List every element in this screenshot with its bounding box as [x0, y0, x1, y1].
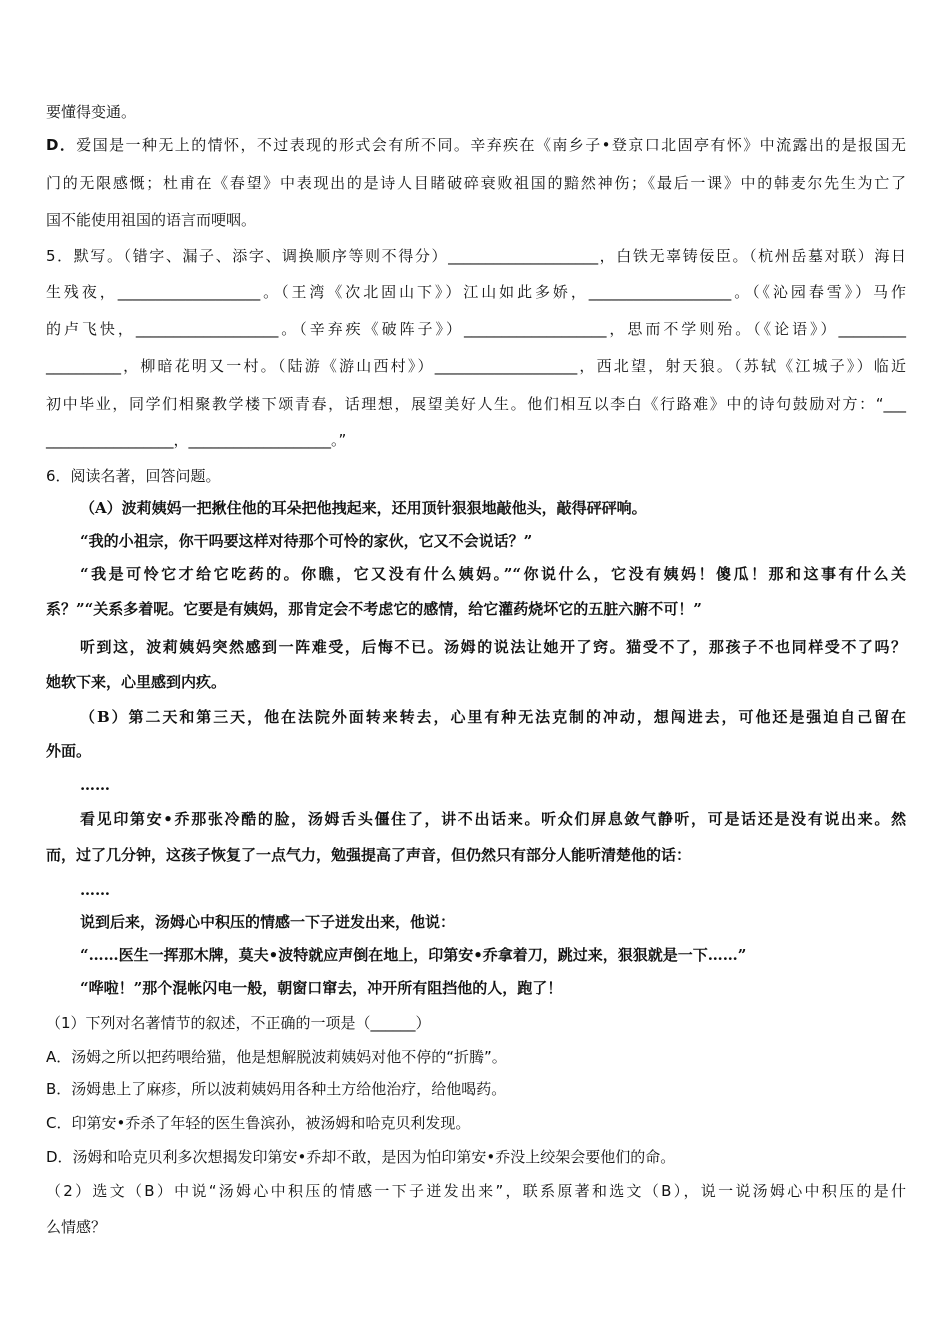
question-5-line-2: 生残夜，___________________。（王湾《次北固山下》）江山如此多娇，___________________。（《沁园春雪》）马作 — [46, 283, 906, 301]
passage-b-line-4: 而，过了几分钟，这孩子恢复了一点气力，勉强提高了声音，但仍然只有部分人能听清楚他的话： — [46, 846, 692, 864]
passage-b-line-3: 看见印第安•乔那张冷酷的脸，汤姆舌头僵住了，讲不出话来。听众们屏息敛气静听，可是话还是没有说出来。然 — [80, 810, 906, 828]
passage-a-line-6: 她软下来，心里感到内疚。 — [46, 673, 227, 691]
passage-a-line-3: “我是可怜它才给它吃药的。你瞧，它又没有什么姨妈。”“你说什么，它没有姨妈！傻瓜！那和这事有什么关 — [80, 565, 906, 583]
option-d-label: D． — [46, 136, 77, 154]
option-d-text: 爱国是一种无上的情怀，不过表现的形式会有所不同。辛弃疾在《南乡子•登京口北固亭有怀》中流露出的是报国无 — [76, 136, 907, 154]
passage-a-line-2: “我的小祖宗，你干吗要这样对待那个可怜的家伙，它又不会说话？” — [80, 532, 533, 550]
text-line: 要懂得变通。 — [46, 103, 137, 121]
sub-question-2-line-1: （2）选文（B）中说“汤姆心中积压的情感一下子迸发出来”，联系原著和选文（B），说一说汤姆心中积压的是什 — [46, 1182, 906, 1200]
option-d-line-2: 门的无限感慨；杜甫在《春望》中表现出的是诗人目睹破碎衰败祖国的黯然神伤；《最后一课》中的韩麦尔先生为亡了 — [46, 174, 906, 192]
option-d-line-1 — [46, 134, 906, 156]
choice-a: A．汤姆之所以把药喂给猫，他是想解脱波莉姨妈对他不停的“折腾”。 — [46, 1048, 507, 1066]
question-5-line-3: 的卢飞快，___________________。（辛弃疾《破阵子》）___________________，思而不学则殆。（《论语》）_________ — [46, 320, 906, 338]
choice-c: C．印第安•乔杀了年轻的医生鲁滨孙，被汤姆和哈克贝利发现。 — [46, 1114, 471, 1132]
passage-b-ellipsis-2: …… — [80, 881, 110, 899]
question-5-line-4: __________，柳暗花明又一村。（陆游《游山西村》）___________________，西北望，射天狼。（苏轼《江城子》）临近 — [46, 357, 906, 375]
question-5-line-5: 初中毕业，同学们相聚教学楼下颂青春，话理想，展望美好人生。他们相互以李白《行路难》中的诗句鼓励对方：“___ — [46, 395, 906, 413]
sub-question-1: （1）下列对名著情节的叙述，不正确的一项是（______） — [46, 1014, 431, 1032]
option-d-line-3: 国不能使用祖国的语言而哽咽。 — [46, 211, 257, 229]
passage-a-line-4: 系？”“关系多着呢。它要是有姨妈，那肯定会不考虑它的感情，给它灌药烧坏它的五脏六腑不可！” — [46, 600, 702, 618]
sub-question-2-line-2: 么情感？ — [46, 1218, 107, 1236]
question-5-line-6: _________________，___________________。” — [46, 431, 347, 449]
passage-a-line-5: 听到这，波莉姨妈突然感到一阵难受，后悔不已。汤姆的说法让她开了窍。猫受不了，那孩子不也同样受不了吗？ — [80, 638, 906, 656]
question-6-title: 6．阅读名著，回答问题。 — [46, 467, 221, 485]
passage-a-line-1: （A）波莉姨妈一把揪住他的耳朵把他拽起来，还用顶针狠狠地敲他头，敲得砰砰响。 — [80, 499, 647, 517]
passage-b-line-6: “……医生一挥那木牌，莫夫•波特就应声倒在地上，印第安•乔拿着刀，跳过来，狠狠就是一下……” — [80, 946, 747, 964]
passage-b-line-2: 外面。 — [46, 742, 92, 760]
passage-b-line-5: 说到后来，汤姆心中积压的情感一下子迸发出来，他说： — [80, 913, 456, 931]
passage-b-ellipsis-1: …… — [80, 776, 110, 794]
question-5-line-1: 5．默写。（错字、漏子、添字、调换顺序等则不得分）____________________，白铁无辜铸佞臣。（杭州岳墓对联）海日 — [46, 247, 906, 265]
choice-b: B．汤姆患上了麻疹，所以波莉姨妈用各种土方给他治疗，给他喝药。 — [46, 1080, 507, 1098]
passage-b-line-7: “哗啦！”那个混帐闪电一般，朝窗口窜去，冲开所有阻挡他的人，跑了！ — [80, 979, 563, 997]
choice-d: D．汤姆和哈克贝利多次想揭发印第安•乔却不敢，是因为怕印第安•乔没上绞架会要他们的命。 — [46, 1148, 676, 1166]
passage-b-line-1: （B）第二天和第三天，他在法院外面转来转去，心里有种无法克制的冲动，想闯进去，可他还是强迫自己留在 — [80, 708, 906, 726]
